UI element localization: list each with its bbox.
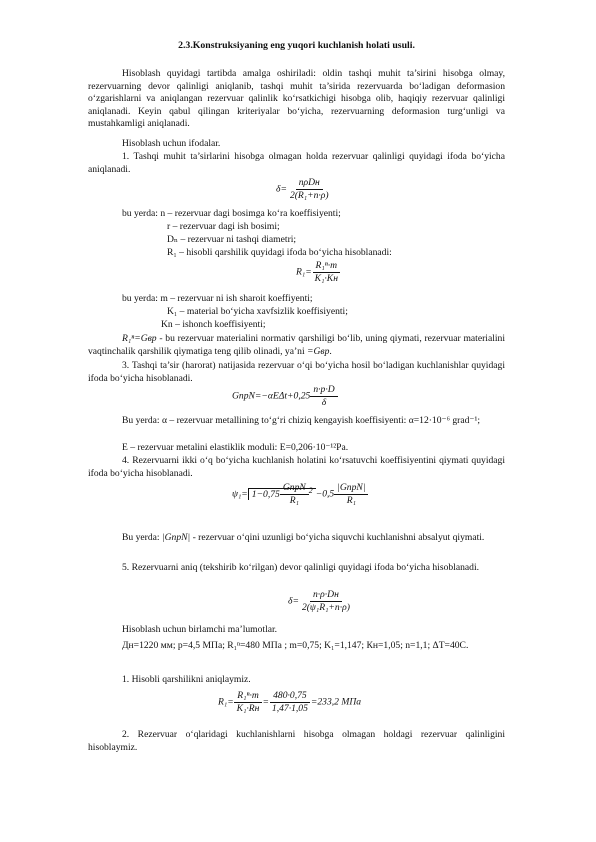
formula-psi: ψ₁= 1−0,75 $\frac{\text{GпрN}}{\text{R₁}}$ $^2$ −0,5 $\frac{\text{|GпрN|}}{\text{R₁}}$ bbox=[232, 482, 368, 507]
where-kn: Kn – ishonch koeffisiyenti; bbox=[161, 319, 266, 330]
intro-paragraph: Hisoblash quyidagi tartibda amalga oshiriladi: oldin tashqi muhit ta’sirini hisobga olmay, rezervuarning devor qalinligi aniqlanib, tashqi muhit ta’sirida rezervuarda bo‘ladigan deformasion o‘zgarishlarni va aniqlangan rezervuar qalinlik ko‘rsatkichigi hisobga olib, haqiqiy rezervuar qalinligi aniqlanadi. Keyin qabul qilingan kriteriyalar bo‘yicha, rezervuarning deformasion turg‘unligi va mustahkamligi aniqlanadi. bbox=[88, 68, 505, 130]
item-4: 4. Rezervuarni ikki o‘q bo‘yicha kuchlanish holatini ko‘rsatuvchi koeffisiyentini qiymati quyidagi ifoda bo‘yicha hisoblanadi. bbox=[88, 455, 505, 479]
where-k1: K₁ – material bo‘yicha xavfsizlik koeffisiyenti; bbox=[167, 306, 348, 317]
abs-value-paragraph: Bu yerda: |GпрN| - rezervuar o‘qini uzunligi bo‘yicha siquvchi kuchlanishni absalyut qiymati. bbox=[122, 532, 485, 543]
normative-resistance-paragraph: R₁ⁿ=Gвр - bu rezervuar materialini normativ qarshiligi bo‘lib, uning qiymati, rezervuar materialini vaqtinchalik qarshilik qiymatiga teng qilib olinadi, ya’ni =Gвр. bbox=[88, 333, 505, 357]
rn-symbol: R₁ⁿ=Gвр bbox=[122, 333, 157, 344]
item-5: 5. Rezervuarni aniq (tekshirib ko‘rilgan) devor qalinligi quyidagi ifoda bo‘yicha hisoblanadi. bbox=[122, 562, 480, 573]
item-1: 1. Tashqi muhit ta’sirlarini hisobga olmagan holda rezervuar qalinligi quyidagi ifoda bo‘yicha aniqlanadi. bbox=[88, 151, 505, 175]
input-data-line: Дн=1220 мм; p=4,5 МПа; R₁ⁿ=480 МПа ; m=0,75; K₁=1,147; Кн=1,05; n=1,1; ΔT=40C. bbox=[122, 640, 469, 651]
where-m: bu yerda: m – rezervuar ni ish sharoit koeffiyenti; bbox=[122, 293, 313, 304]
formula-r1-calculation: R₁= $\frac{\text{R₁ⁿ·m}}{\text{K₁·Rн}}$ = $\frac{480\cdot 0,75}{1,47\cdot 1,05}$ =233,2 МПа bbox=[218, 690, 362, 714]
abs-symbol: |GпрN| bbox=[161, 532, 191, 543]
formula-stress: GпрN=−αEΔt+0,25 $\frac{n\cdot p\cdot D}{\delta}$ bbox=[232, 384, 338, 409]
step-1: 1. Hisobli qarshilikni aniqlaymiz. bbox=[122, 674, 251, 685]
section-heading: 2.3.Konstruksiyaning eng yuqori kuchlanish holati usuli. bbox=[178, 40, 415, 51]
alpha-paragraph: Bu yerda: α – rezervuar metallining to‘g‘ri chiziq kengayish koeffisiyenti: α=12·10⁻⁶ grad⁻¹; bbox=[122, 415, 480, 426]
input-data-title: Hisoblash uchun birlamchi ma’lumotlar. bbox=[122, 624, 278, 635]
rn-symbol-2: =Gвр bbox=[307, 345, 330, 357]
elastic-modulus-line: E – rezervuar metalini elastiklik moduli: E=0,206·10⁻¹²Pa. bbox=[122, 442, 349, 453]
formulas-title: Hisoblash uchun ifodalar. bbox=[122, 138, 221, 149]
formula-r1: R₁= $\frac{\text{R₁ⁿ·m}}{\text{K₁·Kн}}$ bbox=[296, 260, 341, 285]
formula-exact-thickness: δ= $\frac{n\cdot\rho\cdot Dн}{\text{2(ψ₁R₁+n·ρ)}}$ bbox=[288, 589, 350, 613]
where-n: bu yerda: n – rezervuar dagi bosimga ko‘ra koeffisiyenti; bbox=[122, 208, 341, 219]
item-3: 3. Tashqi ta’sir (harorat) natijasida rezervuar o‘qi bo‘yicha hosil bo‘ladigan kuchlanishlar quyidagi ifoda bo‘yicha hisoblanadi. bbox=[88, 360, 505, 384]
formula-thickness: δ= $\frac{\text{nρDн}}{\text{2(R₁+n·ρ)}}$ bbox=[276, 177, 329, 201]
where-r1: R₁ – hisobli qarshilik quyidagi ifoda bo‘yicha hisoblanadi: bbox=[167, 247, 392, 258]
step-2: 2. Rezervuar o‘qlaridagi kuchlanishlarni hisobga olmagan holdagi rezervuar qalinligini hisoblaymiz. bbox=[88, 729, 505, 753]
where-dn: Dₙ – rezervuar ni tashqi diametri; bbox=[167, 234, 297, 245]
where-r: r – rezervuar dagi ish bosimi; bbox=[167, 221, 280, 232]
